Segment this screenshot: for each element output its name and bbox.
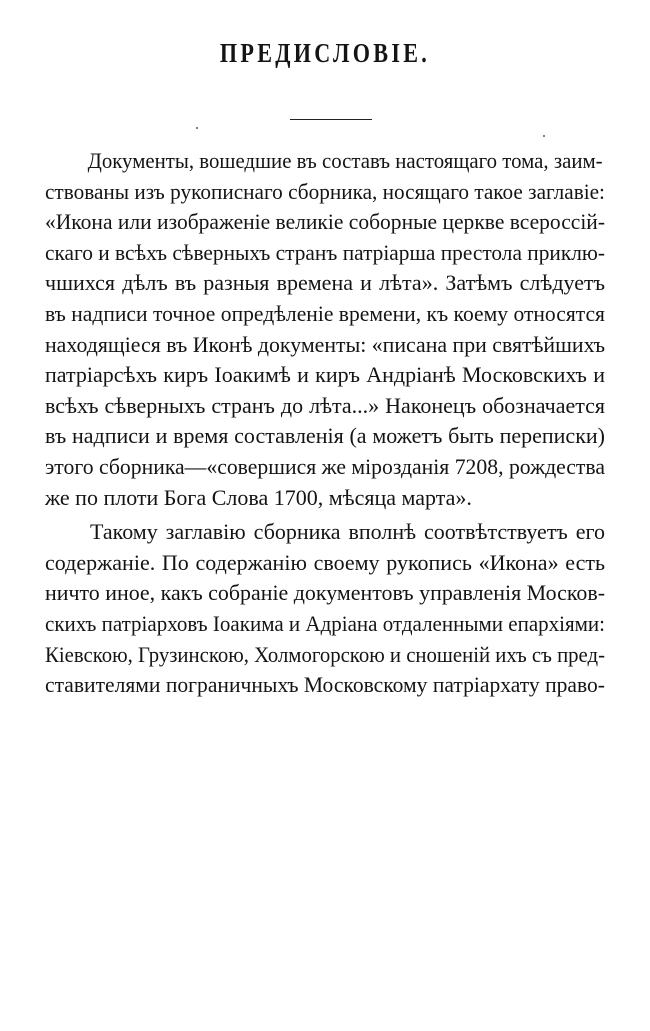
text-line: скаго и всѣхъ сѣверныхъ странъ патріарша престола приклю- <box>45 239 605 265</box>
text-line: патріарсѣхъ киръ Іоакимѣ и киръ Андріанѣ Московскихъ и <box>45 362 605 388</box>
text-line: находящіеся въ Иконѣ документы: «писана при святѣйшихъ <box>45 331 605 357</box>
text-line: скихъ патріарховъ Іоакима и Адріана отдаленными епархіями: <box>45 610 606 636</box>
text-line: этого сборника—«совершися же мірозданія 7208, рождества <box>45 453 605 479</box>
text-line: въ надписи и время составленія (а можетъ быть переписки) <box>45 423 605 449</box>
text-line: Кіевскою, Грузинскою, Холмогорскою и сношеній ихъ съ пред- <box>45 641 605 667</box>
page-title: ПРЕДИСЛОВІЕ. <box>219 38 431 68</box>
text-line: ничто иное, какъ собраніе документовъ управленія Москов- <box>45 580 606 606</box>
paragraph-1 <box>45 146 605 513</box>
paragraph-2 <box>45 517 605 701</box>
print-speck <box>196 127 198 129</box>
text-line: всѣхъ сѣверныхъ странъ до лѣта...» Наконецъ обозначается <box>45 392 605 418</box>
text-line: же по плоти Бога Слова 1700, мѣсяца марта». <box>45 484 472 510</box>
text-line: чшихся дѣлъ въ разныя времена и лѣта». Затѣмъ слѣдуетъ <box>45 270 605 296</box>
body-text <box>45 146 605 701</box>
print-speck <box>543 135 545 137</box>
text-line: въ надписи точное опредѣленіе времени, къ коему относятся <box>45 300 605 326</box>
title-divider <box>290 119 372 120</box>
text-line: ствованы изъ рукописнаго сборника, носящаго такое заглавіе: <box>45 178 605 204</box>
text-line: содержаніе. По содержанію своему рукопись «Икона» есть <box>45 549 605 575</box>
text-line: Такому заглавію сборника вполнѣ соотвѣтствуетъ его <box>90 519 605 545</box>
text-line: Документы, вошедшие въ составъ настоящаго тома, заим- <box>87 148 603 173</box>
text-line: ставителями пограничныхъ Московскому патріархату право- <box>45 672 605 698</box>
text-line: «Икона или изображеніе великіе соборные церкве всероссій- <box>45 209 605 235</box>
